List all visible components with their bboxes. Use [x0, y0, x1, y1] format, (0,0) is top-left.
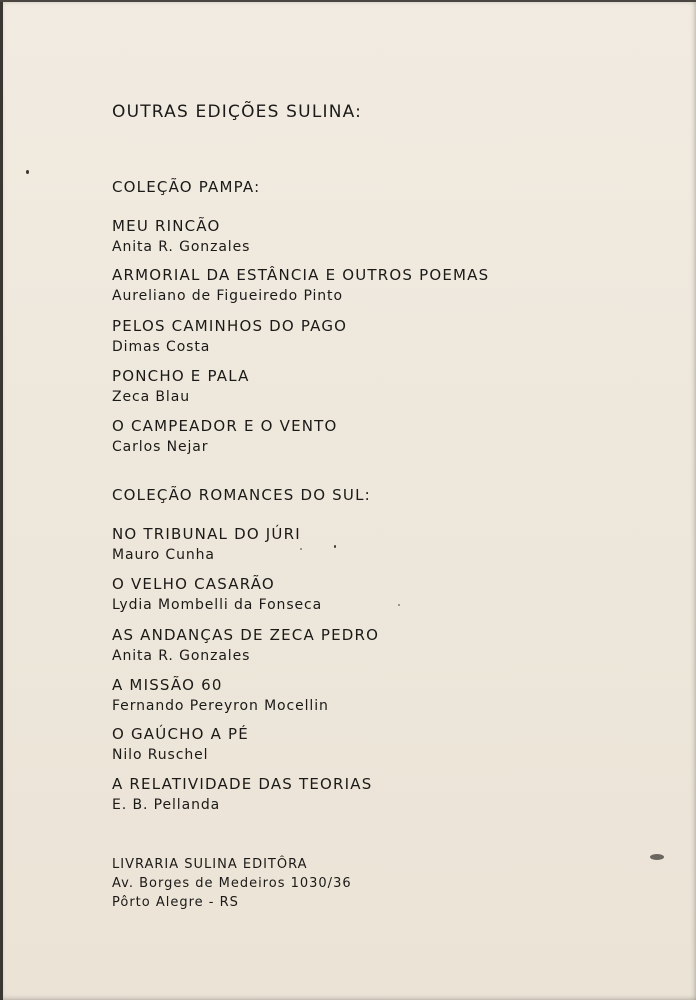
- book-entry: [112, 774, 372, 815]
- publisher-address: Av. Borges de Medeiros 1030/36: [112, 876, 352, 891]
- page-edge-left: [0, 0, 3, 1000]
- book-author: Anita R. Gonzales: [112, 239, 251, 255]
- book-title: PONCHO E PALA: [112, 367, 250, 385]
- book-author: Nilo Ruschel: [112, 747, 209, 763]
- book-title: ARMORIAL DA ESTÂNCIA E OUTROS POEMAS: [112, 266, 490, 284]
- book-author: Carlos Nejar: [112, 439, 209, 455]
- collection-title-romances: COLEÇÃO ROMANCES DO SUL:: [112, 486, 371, 504]
- book-entry: [112, 574, 322, 615]
- book-title: O GAÚCHO A PÉ: [112, 725, 249, 743]
- book-title: AS ANDANÇAS DE ZECA PEDRO: [112, 626, 380, 644]
- book-author: Lydia Mombelli da Fonseca: [112, 597, 323, 613]
- book-title: O CAMPEADOR E O VENTO: [112, 417, 338, 435]
- page-title: OUTRAS EDIÇÕES SULINA:: [112, 102, 363, 122]
- publisher-imprint: [112, 855, 352, 912]
- book-author: Fernando Pereyron Mocellin: [112, 698, 329, 714]
- book-author: E. B. Pellanda: [112, 797, 221, 813]
- page-edge-top: [0, 0, 696, 2]
- book-entry: [112, 366, 250, 407]
- paper-speck: [398, 604, 400, 606]
- book-entry: [112, 724, 249, 765]
- book-title: O VELHO CASARÃO: [112, 575, 275, 593]
- publisher-city: Pôrto Alegre - RS: [112, 895, 239, 910]
- paper-mark: [650, 854, 664, 860]
- publisher-name: LIVRARIA SULINA EDITÔRA: [112, 857, 308, 872]
- book-entry: [112, 265, 489, 306]
- book-title: A RELATIVIDADE DAS TEORIAS: [112, 775, 373, 793]
- collection-title-pampa: COLEÇÃO PAMPA:: [112, 178, 261, 196]
- book-title: MEU RINCÃO: [112, 217, 221, 235]
- book-author: Dimas Costa: [112, 339, 211, 355]
- book-author: Aureliano de Figueiredo Pinto: [112, 288, 343, 304]
- book-author: Zeca Blau: [112, 389, 190, 405]
- book-entry: [112, 216, 250, 257]
- book-author: Mauro Cunha: [112, 547, 215, 563]
- book-entry: [112, 416, 338, 457]
- paper-speck: [26, 170, 29, 174]
- book-author: Anita R. Gonzales: [112, 648, 251, 664]
- book-entry: [112, 316, 347, 357]
- book-entry: [112, 524, 301, 565]
- book-entry: [112, 625, 379, 666]
- book-title: PELOS CAMINHOS DO PAGO: [112, 317, 348, 335]
- book-title: A MISSÃO 60: [112, 676, 223, 694]
- paper-speck: [334, 545, 336, 548]
- book-entry: [112, 675, 329, 716]
- paper-speck: [300, 548, 302, 550]
- book-title: NO TRIBUNAL DO JÚRI: [112, 525, 301, 543]
